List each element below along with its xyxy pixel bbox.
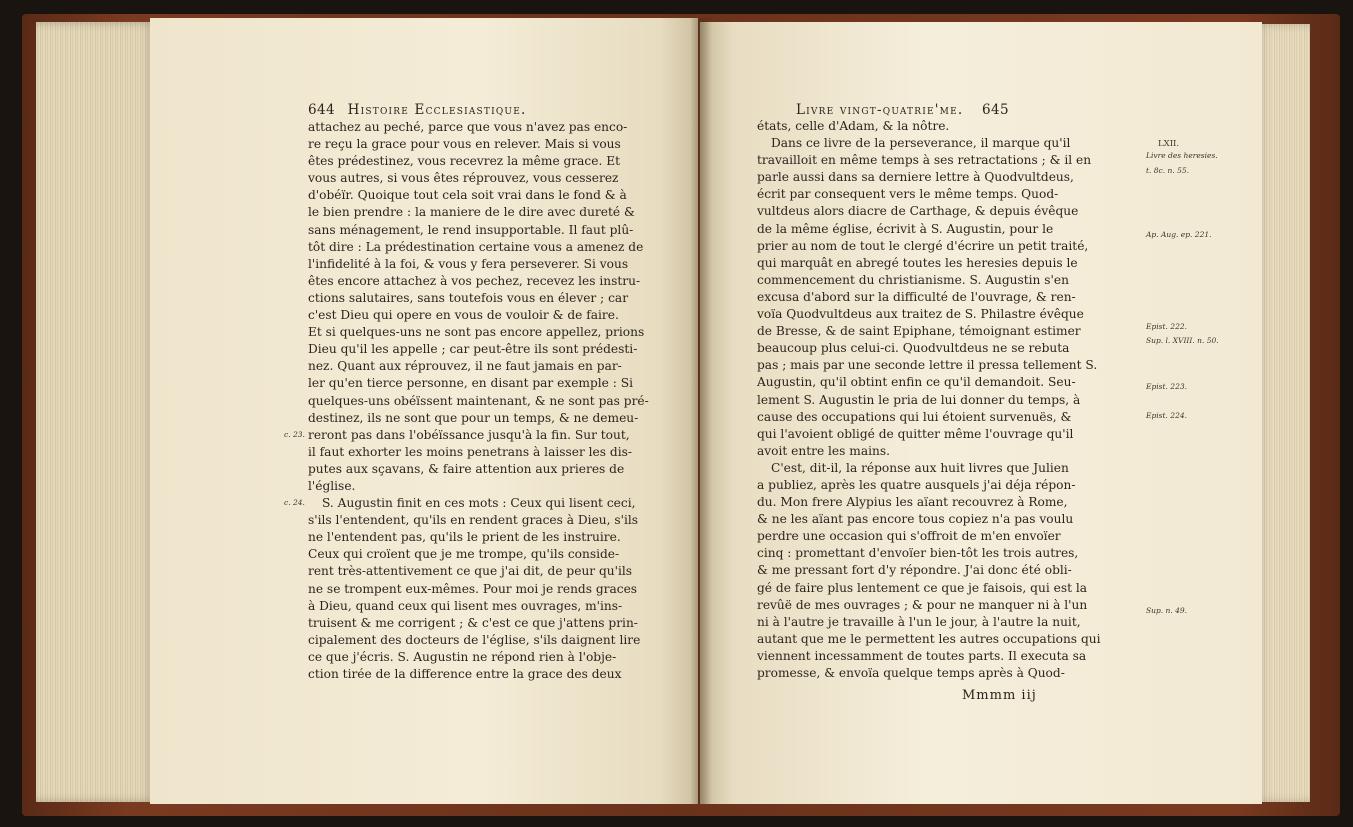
margin-note: c. 23.	[284, 429, 305, 439]
text-line: ne l'entendent pas, qu'ils le prient de les instruire.	[308, 530, 621, 545]
text-line: Dans ce livre de la perseverance, il marque qu'il	[771, 136, 1071, 151]
left-page-number: 644	[308, 102, 335, 118]
text-line: l'église.	[308, 478, 356, 493]
text-line: écrit par consequent vers le même temps. Quod-	[757, 187, 1059, 202]
text-line: prier au nom de tout le clergé d'écrire un petit traité,	[757, 238, 1089, 253]
text-line: de la même église, écrivit à S. Augustin, pour le	[757, 221, 1054, 236]
text-line: pas ; mais par une seconde lettre il pressa tellement S.	[757, 358, 1098, 373]
text-line: parle aussi dans sa derniere lettre à Quodvultdeus,	[757, 170, 1074, 185]
text-line: à Dieu, quand ceux qui lisent mes ouvrages, m'ins-	[308, 598, 623, 613]
text-line: gé de faire plus lentement ce que je faisois, qui est la	[757, 580, 1088, 595]
margin-note: c. 24.	[284, 498, 305, 508]
text-line: Ceux qui croïent que je me trompe, qu'ils conside-	[308, 547, 620, 562]
text-line: ne se trompent eux-mêmes. Pour moi je rends graces	[308, 581, 638, 596]
text-line: C'est, dit-il, la réponse aux huit livres que Julien	[771, 460, 1069, 475]
text-line: reront pas dans l'obéïssance jusqu'à la fin. Sur tout,	[308, 427, 630, 442]
margin-note: Epist. 223.	[1146, 381, 1188, 391]
text-line: êtes encore attachez à vos pechez, recevez les instru-	[308, 273, 641, 288]
text-line: revûë de mes ouvrages ; & pour ne manquer ni à l'un	[757, 597, 1088, 612]
text-line: cinq : promettant d'envoïer bien-tôt les trois autres,	[757, 546, 1079, 561]
text-line: nez. Quant aux réprouvez, il ne faut jamais en par-	[308, 359, 622, 374]
text-line: ler qu'en tierce personne, en disant par exemple : Si	[308, 376, 633, 391]
text-line: s'ils l'entendent, qu'ils en rendent graces à Dieu, s'ils	[308, 513, 639, 528]
text-line: travailloit en même temps à ses retractations ; & il en	[757, 153, 1092, 168]
right-page	[700, 22, 1262, 804]
text-line: quelques-uns obéïssent maintenant, & ne sont pas pré-	[308, 393, 649, 408]
margin-note: Sup. l. XVIII. n. 50.	[1146, 335, 1219, 345]
text-line: le bien prendre : la maniere de le dire avec dureté &	[308, 205, 635, 220]
text-line: perdre une occasion qui s'offroit de m'en envoïer	[757, 529, 1061, 544]
text-line: voïa Quodvultdeus aux traitez de S. Philastre évêque	[757, 307, 1084, 322]
text-line: commencement du christianisme. S. Augustin s'en	[757, 272, 1069, 287]
text-line: cipalement des docteurs de l'église, s'ils daignent lire	[308, 632, 641, 647]
margin-note: Livre des heresies.	[1146, 151, 1218, 161]
book-gutter	[690, 18, 712, 804]
right-page-number: 645	[982, 102, 1009, 118]
text-line: lement S. Augustin le pria de lui donner du temps, à	[757, 392, 1081, 407]
margin-note: Ap. Aug. ep. 221.	[1146, 229, 1212, 239]
text-line: tôt dire : La prédestination certaine vous a amenez de	[308, 239, 644, 254]
margin-note: LXII.	[1158, 139, 1180, 150]
text-line: re reçu la grace pour vous en relever. Mais si vous	[308, 137, 621, 152]
text-line: de Bresse, & de saint Epiphane, témoignant estimer	[757, 324, 1081, 339]
text-line: ce que j'écris. S. Augustin ne répond rien à l'obje-	[308, 649, 617, 664]
text-line: & me pressant fort d'y répondre. J'ai donc été obli-	[757, 563, 1072, 578]
margin-note: Epist. 222.	[1146, 322, 1188, 332]
text-line: du. Mon frere Alypius les aïant recouvrez à Rome,	[757, 495, 1068, 510]
text-line: c'est Dieu qui opere en vous de vouloir & de faire.	[308, 308, 619, 323]
text-line: rent très-attentivement ce que j'ai dit, de peur qu'ils	[308, 564, 633, 579]
text-line: & ne les aïant pas encore tous copiez n'a pas voulu	[757, 512, 1074, 527]
left-body-text	[308, 119, 692, 683]
margin-note: t. 8c. n. 55.	[1146, 166, 1190, 176]
text-line: destinez, ils ne sont que pour un temps, & ne demeu-	[308, 410, 639, 425]
text-line: beaucoup plus celui-ci. Quodvultdeus ne se rebuta	[757, 341, 1070, 356]
text-line: l'infidelité à la foi, & vous y fera perseverer. Si vous	[308, 256, 629, 271]
text-line: il faut exhorter les moins penetrans à laisser les dis-	[308, 444, 632, 459]
text-line: attachez au peché, parce que vous n'avez pas enco-	[308, 120, 628, 134]
signature-mark: Mmmm iij	[962, 688, 1037, 703]
margin-note: Epist. 224.	[1146, 410, 1188, 420]
right-body-text	[757, 118, 1132, 682]
text-line: états, celle d'Adam, & la nôtre.	[757, 119, 950, 133]
text-line: qui l'avoient obligé de quitter même l'ouvrage qu'il	[757, 426, 1074, 441]
text-line: avoit entre les mains.	[757, 443, 890, 458]
text-line: Et si quelques-uns ne sont pas encore appellez, prions	[308, 325, 645, 340]
text-line: truisent & me corrigent ; & c'est ce que j'attens prin-	[308, 615, 638, 630]
left-page	[150, 18, 698, 804]
text-line: ni à l'autre je travaille à l'un le jour, à l'autre la nuit,	[757, 614, 1081, 629]
text-line: excusa d'abord sur la difficulté de l'ouvrage, & ren-	[757, 289, 1076, 304]
right-running-title: Livre vingt-quatrie'me.	[796, 102, 964, 118]
page-edges-right	[1255, 24, 1310, 802]
text-line: Dieu qu'il les appelle ; car peut-être ils sont prédesti-	[308, 342, 638, 357]
text-line: putes aux sçavans, & faire attention aux prieres de	[308, 461, 625, 476]
text-line: ction tirée de la difference entre la grace des deux	[308, 667, 622, 681]
text-line: sans ménagement, le rend insupportable. Il faut plû-	[308, 222, 634, 237]
text-line: ctions salutaires, sans toutefois vous en élever ; car	[308, 290, 629, 305]
text-line: viennent incessamment de toutes parts. Il executa sa	[757, 648, 1087, 663]
text-line: autant que me le permettent les autres occupations qui	[757, 631, 1101, 646]
text-line: êtes prédestinez, vous recevrez la même grace. Et	[308, 154, 621, 169]
text-line: qui marquât en abregé toutes les heresies depuis le	[757, 255, 1078, 270]
margin-note: Sup. n. 49.	[1146, 605, 1188, 615]
text-line: vous autres, si vous êtes réprouvez, vous cesserez	[308, 171, 619, 186]
text-line: vultdeus alors diacre de Carthage, & depuis évêque	[757, 204, 1079, 219]
text-line: d'obéïr. Quoique tout cela soit vrai dans le fond & à	[308, 188, 627, 203]
page-edges-left	[36, 22, 156, 802]
text-line: promesse, & envoïa quelque temps après à Quod-	[757, 666, 1065, 680]
text-line: S. Augustin finit en ces mots : Ceux qui lisent ceci,	[322, 496, 636, 511]
left-running-title: Histoire Ecclesiastique.	[347, 102, 527, 118]
text-line: a publiez, après les quatre ausquels j'ai déja répon-	[757, 477, 1076, 492]
right-page-header	[796, 102, 1017, 118]
text-line: Augustin, qu'il obtint enfin ce qu'il demandoit. Seu-	[757, 375, 1076, 390]
text-line: cause des occupations qui lui étoient survenuës, &	[757, 409, 1072, 424]
left-page-header	[308, 102, 526, 118]
